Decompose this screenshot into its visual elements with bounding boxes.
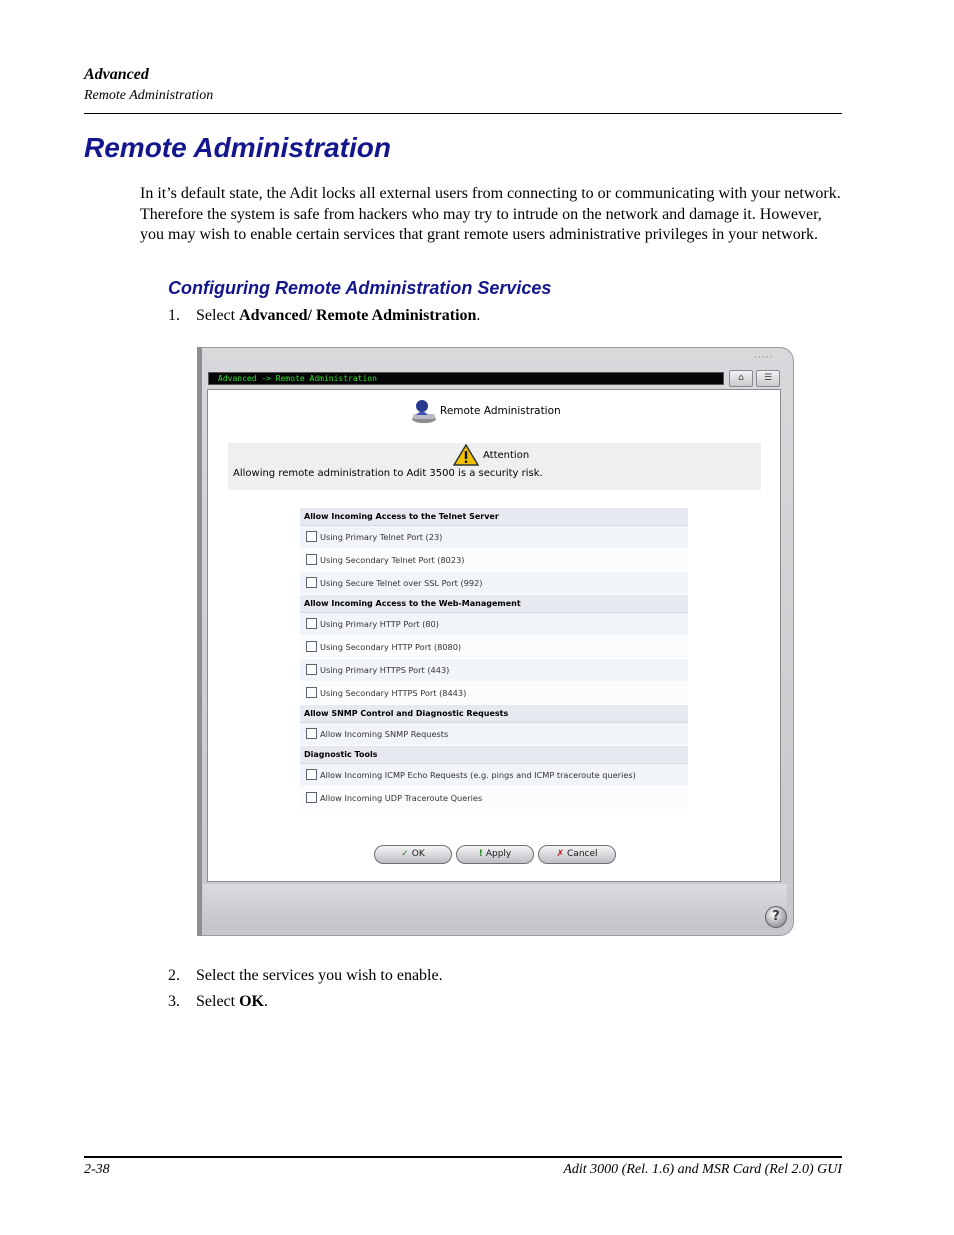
header-rule (84, 113, 842, 114)
address-bar-text: Advanced -> Remote Administration (218, 374, 377, 383)
step-text: Select (196, 993, 240, 1010)
running-header-subsection: Remote Administration (84, 88, 214, 103)
step-number: 1. (168, 307, 180, 324)
cancel-label: Cancel (567, 849, 598, 859)
running-header-section: Advanced (84, 66, 149, 83)
option-label: Allow Incoming UDP Traceroute Queries (320, 793, 483, 803)
cross-icon: ✗ (556, 849, 565, 859)
grip-dots-icon: ····· (754, 353, 774, 363)
step-text: Select the services you wish to enable. (196, 967, 443, 984)
option-row[interactable] (300, 636, 688, 659)
apply-button[interactable] (456, 845, 534, 864)
option-label: Using Primary HTTP Port (80) (320, 619, 439, 629)
checkbox[interactable] (306, 618, 317, 629)
subheading: Configuring Remote Administration Services (168, 278, 552, 298)
step-text-end: . (476, 307, 481, 324)
option-label: Using Secure Telnet over SSL Port (992) (320, 578, 483, 588)
checkbox[interactable] (306, 769, 317, 780)
step-2 (168, 967, 443, 985)
ok-button[interactable] (374, 845, 452, 864)
cancel-button[interactable] (538, 845, 616, 864)
screen-title: Remote Administration (440, 405, 561, 417)
section-snmp: Allow SNMP Control and Diagnostic Requests (300, 705, 688, 723)
window-bottom-bar (203, 884, 787, 930)
ok-label: OK (411, 849, 425, 859)
document-title: Adit 3000 (Rel. 1.6) and MSR Card (Rel 2.0) GUI (563, 1162, 842, 1177)
section-diagnostic-tools: Diagnostic Tools (300, 746, 688, 764)
checkbox[interactable] (306, 728, 317, 739)
menu-icon[interactable]: ☰ (756, 370, 780, 387)
step-text-end: . (263, 993, 268, 1010)
option-row[interactable] (300, 682, 688, 705)
attention-title: Attention (483, 450, 530, 461)
step-number: 3. (168, 993, 180, 1010)
step-text: Select (196, 307, 240, 324)
checkbox[interactable] (306, 641, 317, 652)
step-3 (168, 993, 268, 1011)
option-row[interactable] (300, 723, 688, 746)
option-row[interactable] (300, 764, 688, 787)
option-label: Using Secondary HTTPS Port (8443) (320, 688, 467, 698)
step-number: 2. (168, 967, 180, 984)
checkbox[interactable] (306, 792, 317, 803)
section-web-management: Allow Incoming Access to the Web-Management (300, 595, 688, 613)
page-number: 2-38 (84, 1162, 110, 1177)
checkbox[interactable] (306, 531, 317, 542)
step-bold: OK (239, 993, 264, 1010)
warning-icon (453, 444, 479, 466)
help-icon[interactable]: ? (765, 906, 787, 928)
checkbox[interactable] (306, 687, 317, 698)
option-label: Allow Incoming ICMP Echo Requests (e.g. pings and ICMP traceroute queries) (320, 770, 636, 780)
intro-paragraph: In it’s default state, the Adit locks all external users from connecting to or communicating with your network. Therefore the system is safe from hackers who may try to intrude on the network and damage it. However, you may wish to enable certain services that grant remote users administrative privileges in your network. (140, 185, 841, 243)
remote-admin-icon (410, 398, 438, 424)
exclamation-icon: ! (478, 849, 483, 859)
page-title: Remote Administration (84, 132, 391, 163)
window-left-edge (197, 347, 202, 936)
check-icon: ✓ (401, 849, 409, 859)
step-1 (168, 307, 480, 325)
home-icon[interactable]: ⌂ (729, 370, 753, 387)
option-row[interactable] (300, 659, 688, 682)
checkbox[interactable] (306, 554, 317, 565)
option-row[interactable] (300, 572, 688, 595)
section-telnet: Allow Incoming Access to the Telnet Server (300, 508, 688, 526)
footer-rule (84, 1156, 842, 1158)
option-label: Using Secondary HTTP Port (8080) (320, 642, 462, 652)
option-row[interactable] (300, 526, 688, 549)
option-label: Using Primary HTTPS Port (443) (320, 665, 450, 675)
option-label: Using Primary Telnet Port (23) (320, 532, 443, 542)
checkbox[interactable] (306, 577, 317, 588)
option-row[interactable] (300, 613, 688, 636)
options-table (300, 508, 688, 810)
option-label: Using Secondary Telnet Port (8023) (320, 555, 465, 565)
checkbox[interactable] (306, 664, 317, 675)
option-label: Allow Incoming SNMP Requests (320, 729, 449, 739)
attention-text: Allowing remote administration to Adit 3500 is a security risk. (233, 468, 543, 479)
option-row[interactable] (300, 787, 688, 810)
apply-label: Apply (485, 849, 512, 859)
step-bold: Advanced/ Remote Administration (239, 307, 477, 324)
option-row[interactable] (300, 549, 688, 572)
